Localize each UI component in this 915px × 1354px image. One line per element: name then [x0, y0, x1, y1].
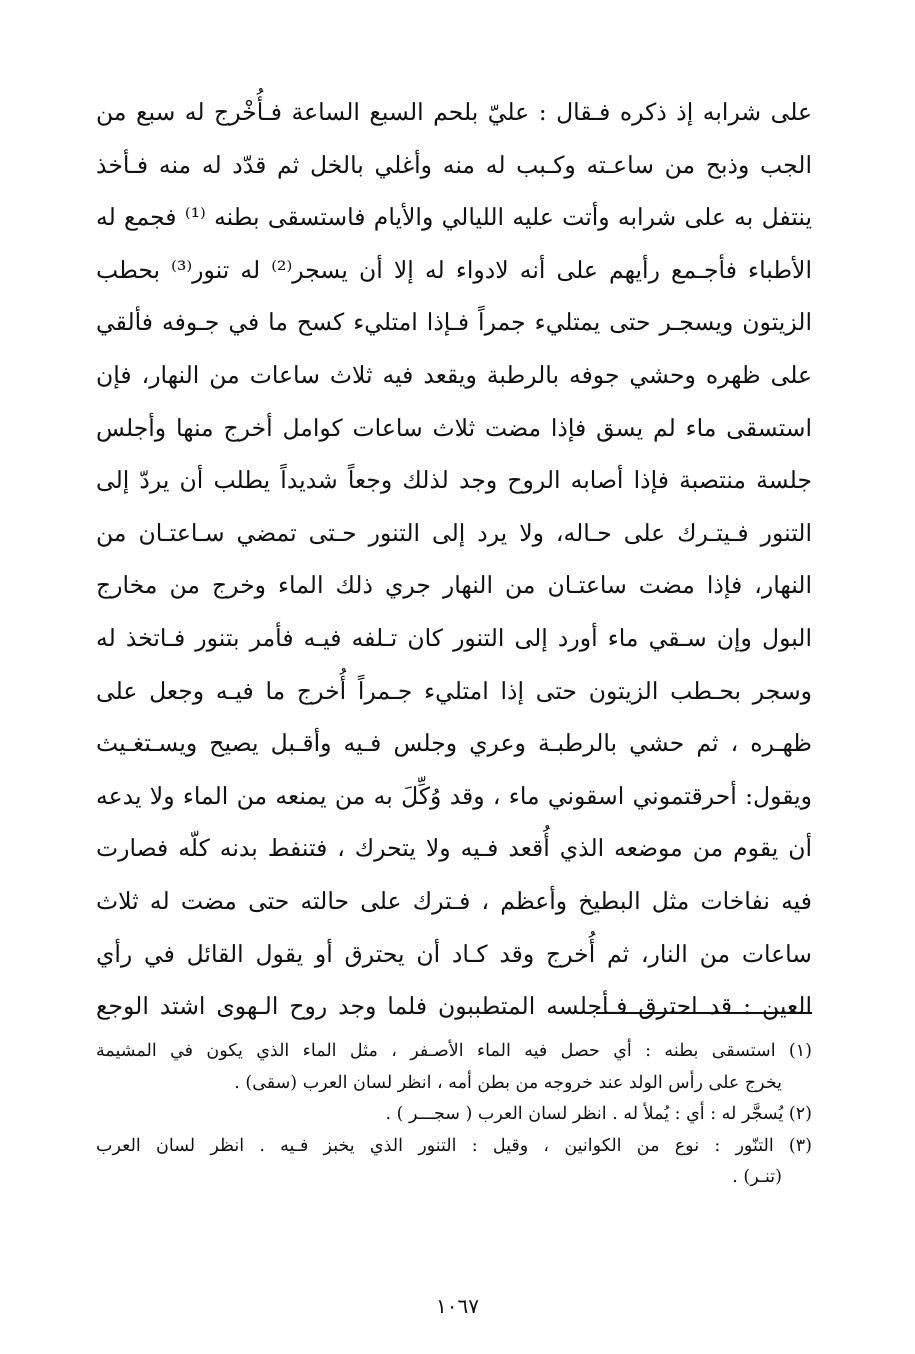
body-line: ينتفل به على شرابه وأتت عليه الليالي والأيام فاستسقى بطنه ⁽¹⁾ فجمع له	[96, 203, 812, 232]
footnote-1: (١) استسقى بطنه : أي حصل فيه الماء الأصـفر ، مثل الماء الذي يكون في المشيمة	[96, 1041, 812, 1061]
body-line: النهار، فإذا مضت ساعتـان من النهار جري ذلك الماء وخرج من مخارج	[96, 571, 812, 600]
body-line: على ظهره وحشي جوفه بالرطبة ويقعد فيه ثلاث ساعات من النهار، فإن	[96, 360, 812, 389]
body-line: ويقول: أحرقتموني اسقوني ماء ، وقد وُكِّلَ به من يمنعه من الماء ولا يدعه	[96, 781, 812, 810]
body-line: فيه نفاخات مثل البطيخ وأعظم ، فـترك على حالته حتى مضت له ثلاث	[96, 886, 812, 915]
body-line: العين : قد احترق فـأجلسه المتطببون فلما وجد روح الـهوى اشتد الوجع	[96, 992, 812, 1021]
body-text	[96, 86, 812, 1033]
footnote-3-continuation: (تنـر) .	[732, 1167, 782, 1187]
body-line: التنور فـيتـرك على حـاله، ولا يرد إلى التنور حـتى تمضي سـاعتـان من	[96, 518, 812, 547]
body-line: وسجر بحـطب الزيتون حتى إذا امتليء جـمراً أُخرج ما فيـه وجعل على	[96, 676, 812, 705]
body-line: على شرابه إذ ذكره فـقال : عليّ بلحم السبع الساعة فـأُخْرج له سبع من	[96, 98, 812, 126]
body-line: البول وإن سـقي ماء أورد إلى التنور كان تـلفه فيـه فأمر بتنور فـاتخذ له	[96, 623, 812, 652]
page-number: ١٠٦٧	[436, 1294, 479, 1318]
body-line: ظهـره ، ثم حشي بالرطبـة وعري وجلس فـيه وأقـبل يصيح ويسـتغـيث	[96, 729, 812, 758]
body-line: الجب وذبح من ساعـته وكـبب له منه وأغلي بالخل ثم قدّد له منه فـأخذ	[96, 150, 812, 179]
body-line: الأطباء فأجـمع رأيهم على أنه لادواء له إلا أن يسجر⁽²⁾ له تنور⁽³⁾ بحطب	[96, 255, 812, 284]
body-line: استسقى ماء لم يسق فإذا مضت ثلاث ساعات كوامل أخرج منها وأجلس	[96, 413, 812, 442]
footnote-2: (٢) يُسجَّر له : أي : يُملأ له . انظر لسان العرب ( سجـــر ) .	[385, 1104, 812, 1124]
footnote-1-continuation: يخرج على رأس الولد عند خروجه من بطن أمه ، انظر لسان العرب (سقى) .	[234, 1072, 782, 1093]
body-line: ساعات من النار، ثم أُخرج وقد كـاد أن يحترق أو يقول القائل في رأي	[96, 939, 812, 968]
body-line: الزيتون ويسجـر حتى يمتليء جمراً فـإذا امتليء كسح ما في جـوفه فألقي	[96, 308, 812, 337]
footnotes	[96, 1036, 812, 1194]
footnote-3: (٣) التنّور : نوع من الكوانين ، وقيل : التنور الذي يخبز فـيه . انظر لسان العرب	[96, 1135, 812, 1156]
footnote-separator	[596, 1012, 812, 1014]
body-line: أن يقوم من موضعه الذي أُقعد فـيه ولا يتحرك ، فتنفط بدنه كلّه فصارت	[96, 834, 812, 863]
body-line: جلسة منتصبة فإذا أصابه الروح وجد لذلك وجعاً شديداً يطلب أن يردّ إلى	[96, 466, 812, 495]
